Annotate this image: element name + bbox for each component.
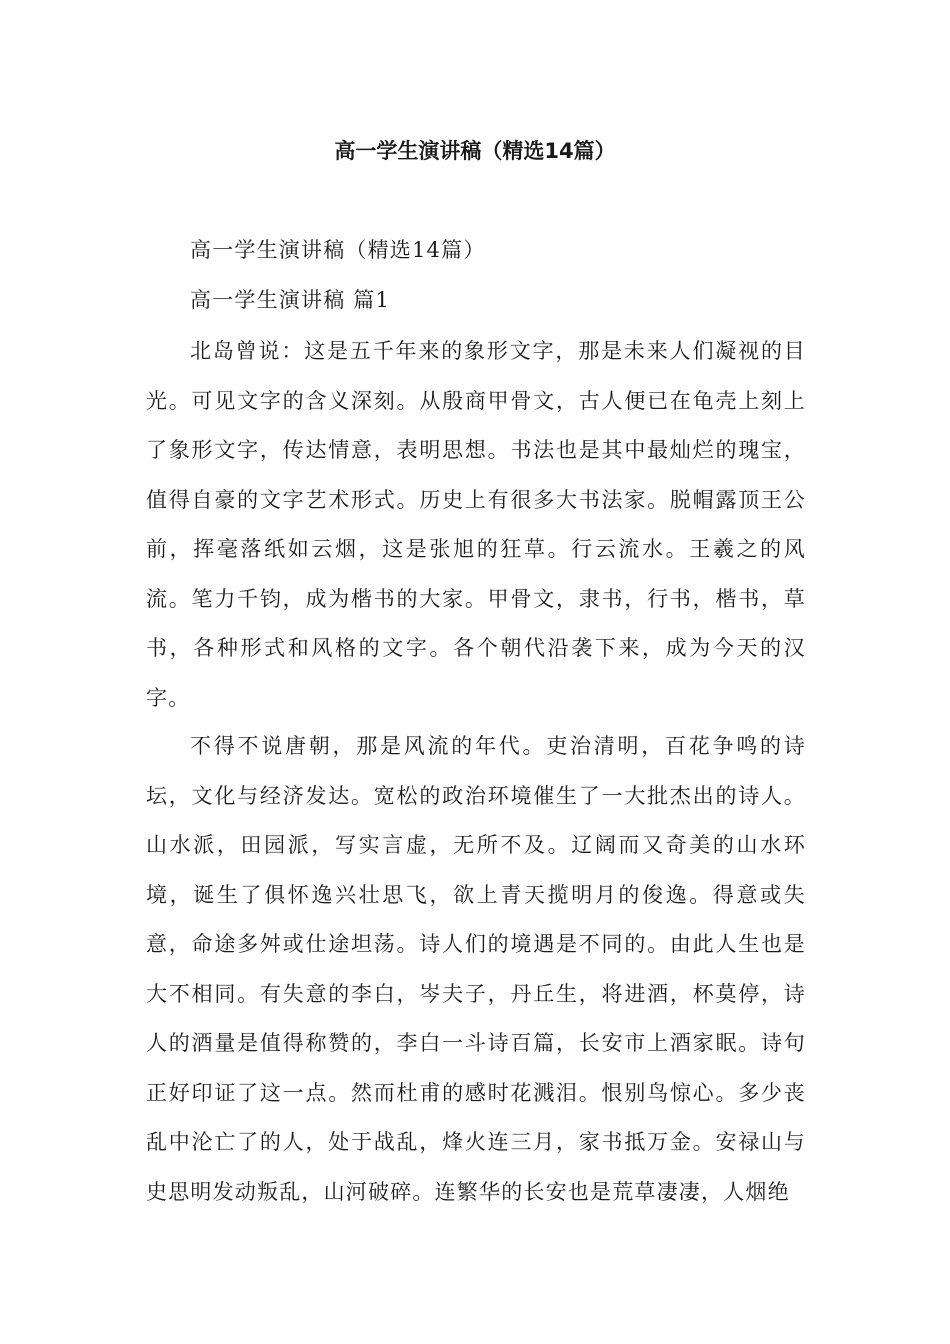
document-subtitle: 高一学生演讲稿（精选14篇）: [190, 238, 486, 262]
paragraph-1: 北岛曾说：这是五千年来的象形文字，那是未来人们凝视的目光。可见文字的含义深刻。从殷商甲骨文，古人便已在龟壳上刻上了象形文字，传达情意，表明思想。书法也是其中最灿烂的瑰宝，值得自豪的文字艺术形式。历史上有很多大书法家。脱帽露顶王公前，挥毫落纸如云烟，这是张旭的狂草。行云流水。王羲之的风流。笔力千钧，成为楷书的大家。甲骨文，隶书，行书，楷书，草书，各种形式和风格的文字。各个朝代沿袭下来，成为今天的汉字。: [146, 339, 806, 710]
document-title: 高一学生演讲稿（精选14篇）: [334, 139, 616, 163]
section-heading: 高一学生演讲稿 篇1: [190, 288, 391, 312]
paragraph-2: 不得不说唐朝，那是风流的年代。吏治清明，百花争鸣的诗坛，文化与经济发达。宽松的政治环境催生了一大批杰出的诗人。山水派，田园派，写实言虚，无所不及。辽阔而又奇美的山水环境，诞生了俱怀逸兴壮思飞，欲上青天揽明月的俊逸。得意或失意，命途多舛或仕途坦荡。诗人们的境遇是不同的。由此人生也是大不相同。有失意的李白，岑夫子，丹丘生，将进酒，杯莫停，诗人的酒量是值得称赞的，李白一斗诗百篇，长安市上酒家眠。诗句正好印证了这一点。然而杜甫的感时花溅泪。恨别鸟惊心。多少丧乱中沦亡了的人，处于战乱，烽火连三月，家书抵万金。安禄山与史思明发动叛乱，山河破碎。连繁华的长安也是荒草凄凄，人烟绝: [146, 734, 806, 1204]
